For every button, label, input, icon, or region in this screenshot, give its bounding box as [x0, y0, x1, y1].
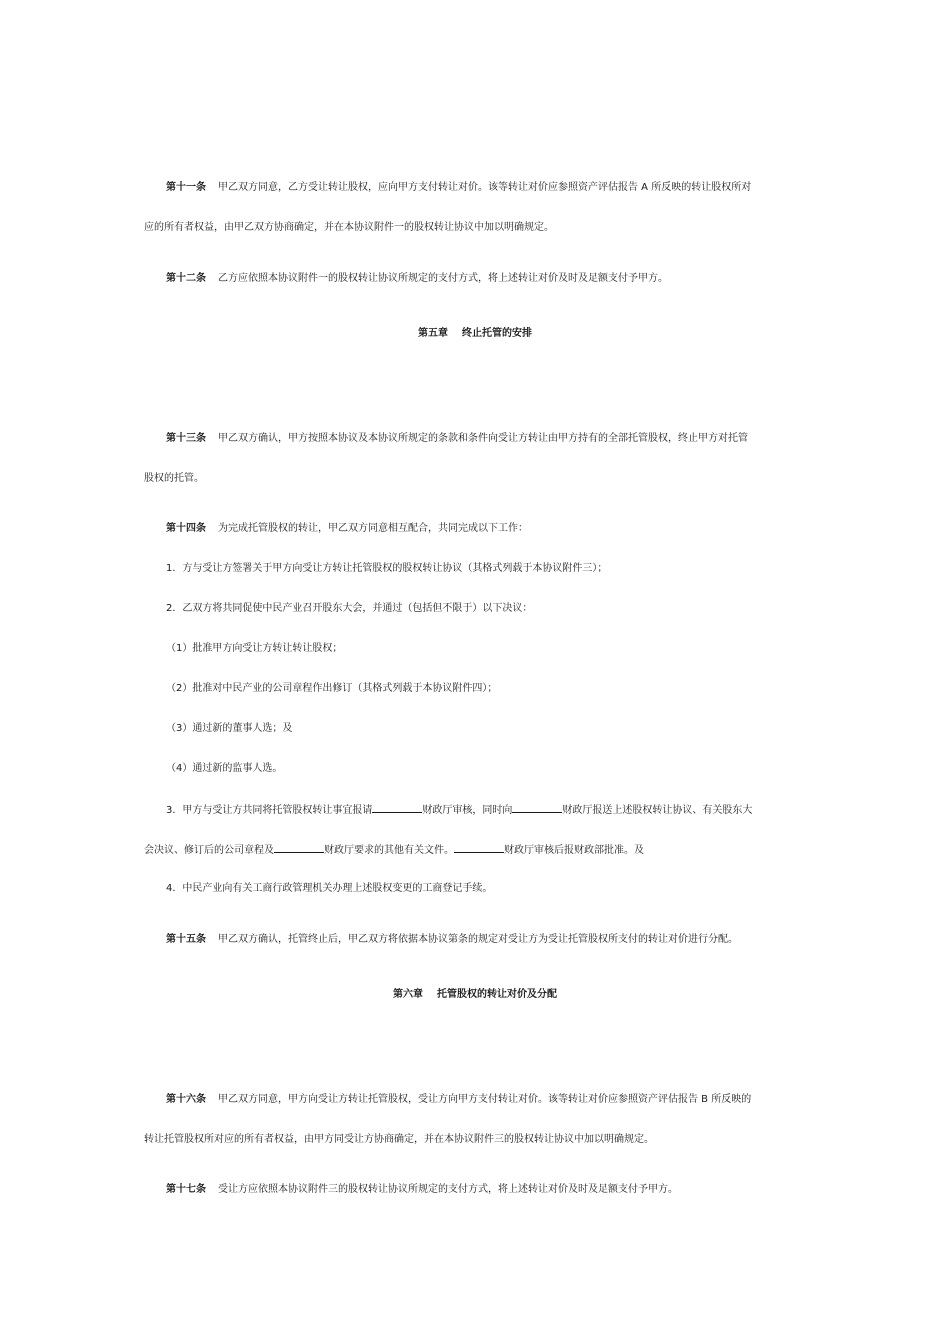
- list-item-4: [166, 882, 836, 896]
- article-text: 甲乙双方同意，甲方向受让方转让托管股权，受让方向甲方支付转让对价。该等转让对价应参照资产评估报告 B 所反映的: [218, 1094, 752, 1105]
- article-11-line-1: [166, 181, 836, 195]
- chapter-number: 第五章: [418, 328, 448, 339]
- fill-in-blank: [372, 802, 422, 813]
- article-text: 应的所有者权益，由甲乙双方协商确定，并在本协议附件一的股权转让协议中加以明确规定。: [144, 222, 554, 233]
- list-item-3-line-2: [144, 842, 814, 856]
- article-15-line-1: [166, 933, 836, 947]
- chapter-5-heading: [144, 327, 806, 341]
- article-number: 第十四条: [166, 523, 206, 534]
- article-13-line-2: [144, 472, 814, 486]
- article-11-line-2: [144, 221, 814, 235]
- sub-item-text: （4）通过新的监事人选。: [166, 763, 283, 774]
- article-16-line-2: [144, 1133, 814, 1147]
- article-number: 第十三条: [166, 433, 206, 444]
- article-12-line-1: [166, 272, 836, 286]
- sub-item-2: [166, 682, 836, 696]
- list-item-text: 2．乙双方将共同促使中民产业召开股东大会，并通过（包括但不限于）以下决议：: [166, 603, 533, 614]
- article-text: 转让托管股权所对应的所有者权益，由甲方同受让方协商确定，并在本协议附件三的股权转让协议中加以明确规定。: [144, 1134, 654, 1145]
- fill-in-blank: [274, 842, 324, 853]
- list-item-text: 3．甲方与受让方共同将托管股权转让事宜报请: [166, 805, 373, 816]
- article-text: 甲乙双方确认，托管终止后，甲乙双方将依据本协议第条的规定对受让方为受让托管股权所支付的转让对价进行分配。: [218, 934, 738, 945]
- fill-in-blank: [454, 842, 504, 853]
- article-17-line-1: [166, 1183, 836, 1197]
- sub-item-1: [166, 642, 836, 656]
- article-14-line-1: [166, 522, 836, 536]
- chapter-number: 第六章: [393, 989, 423, 1000]
- sub-item-4: [166, 762, 836, 776]
- list-item-2: [166, 602, 836, 616]
- article-text: 股权的托管。: [144, 473, 204, 484]
- chapter-title: 托管股权的转让对价及分配: [437, 989, 557, 1000]
- list-item-text: 财政厅报送上述股权转让协议、有关股东大: [562, 805, 753, 816]
- article-text: 为完成托管股权的转让，甲乙双方同意相互配合，共同完成以下工作：: [218, 523, 528, 534]
- article-number: 第十七条: [166, 1184, 206, 1195]
- chapter-title: 终止托管的安排: [462, 328, 532, 339]
- sub-item-text: （2）批准对中民产业的公司章程作出修订（其格式列载于本协议附件四）；: [166, 683, 498, 694]
- article-16-line-1: [166, 1093, 836, 1107]
- chapter-6-heading: [144, 988, 806, 1002]
- list-item-text: 1．方与受让方签署关于甲方向受让方转让托管股权的股权转让协议（其格式列载于本协议附件三）；: [166, 563, 608, 574]
- list-item-text: 财政厅审核，同时向: [422, 805, 513, 816]
- article-text: 受让方应依照本协议附件三的股权转让协议所规定的支付方式，将上述转让对价及时及足额支付予甲方。: [218, 1184, 678, 1195]
- article-13-line-1: [166, 432, 836, 446]
- article-text: 乙方应依照本协议附件一的股权转让协议所规定的支付方式，将上述转让对价及时及足额支付予甲方。: [218, 273, 668, 284]
- article-number: 第十二条: [166, 273, 206, 284]
- article-number: 第十一条: [166, 182, 206, 193]
- list-item-text: 财政厅审核后报财政部批准。及: [504, 845, 644, 856]
- sub-item-3: [166, 722, 836, 736]
- article-number: 第十五条: [166, 934, 206, 945]
- article-text: 甲乙双方同意，乙方受让转让股权，应向甲方支付转让对价。该等转让对价应参照资产评估报告 A 所反映的转让股权所对: [218, 182, 752, 193]
- list-item-text: 会决议、修订后的公司章程及: [144, 845, 274, 856]
- list-item-1: [166, 562, 836, 576]
- list-item-3-line-1: [166, 802, 836, 816]
- article-number: 第十六条: [166, 1094, 206, 1105]
- fill-in-blank: [512, 802, 562, 813]
- sub-item-text: （1）批准甲方向受让方转让转让股权；: [166, 643, 343, 654]
- article-text: 甲乙双方确认，甲方按照本协议及本协议所规定的条款和条件向受让方转让由甲方持有的全部托管股权，终止甲方对托管: [218, 433, 748, 444]
- list-item-text: 财政厅要求的其他有关文件。: [324, 845, 454, 856]
- list-item-text: 4．中民产业向有关工商行政管理机关办理上述股权变更的工商登记手续。: [166, 883, 493, 894]
- sub-item-text: （3）通过新的董事人选；及: [166, 723, 293, 734]
